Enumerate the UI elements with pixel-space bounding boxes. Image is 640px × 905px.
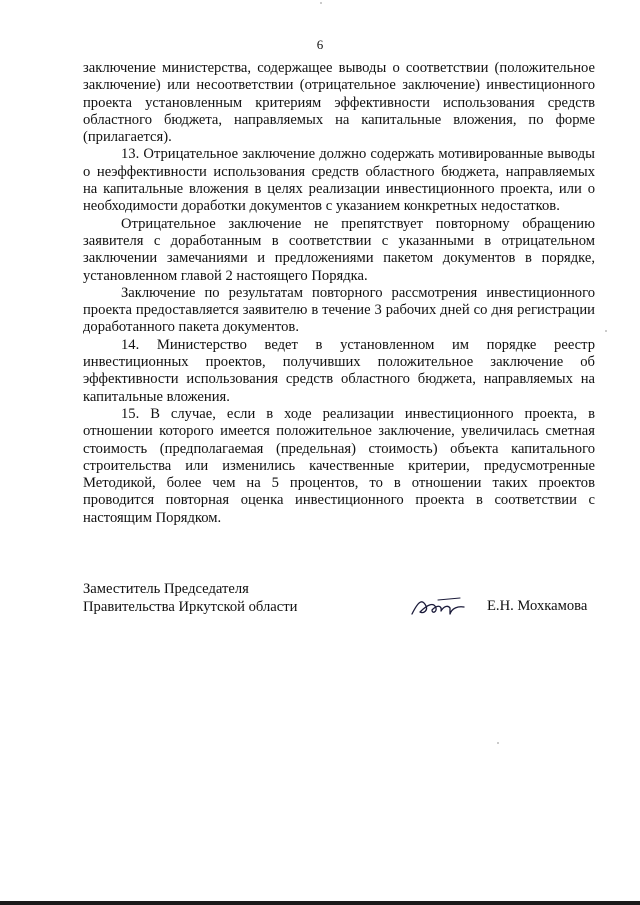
signatory-title-line-1: Заместитель Председателя bbox=[83, 581, 249, 597]
page-number: 6 bbox=[316, 37, 324, 52]
paragraph-continuation: заключение министерства, содержащее выводы о соответствии (положительное заключение) или несоответствии (отрицательное заключение) инвестиционного проекта установленным критериям эффективности использования средств областного бюджета, направляемых на капитальные вложения, по форме (прилагается). bbox=[83, 60, 595, 146]
scan-speck bbox=[320, 2, 322, 4]
paragraph-item-14: 14. Министерство ведет в установленном им порядке реестр инвестиционных проектов, получивших положительное заключение об эффективности использования средств областного бюджета, направляемых на капитальные вложения. bbox=[83, 336, 595, 405]
scan-speck bbox=[497, 742, 499, 744]
paragraph-item-13: 13. Отрицательное заключение должно содержать мотивированные выводы о неэффективности использования средств областного бюджета, направляемых на капитальные вложения в целях реализации инвестиционного проекта, или о необходимости доработки документов с указанием конкретных недостатков. bbox=[83, 146, 595, 215]
paragraph-negative-conclusion: Отрицательное заключение не препятствует повторному обращению заявителя с доработанным в соответствии с указанными в отрицательном заключении замечаниями и предложениями пакетом документов в порядке, установленном главой 2 настоящего Порядка. bbox=[83, 215, 595, 284]
scan-speck bbox=[605, 330, 607, 332]
handwritten-signature bbox=[408, 592, 468, 620]
paragraph-item-15: 15. В случае, если в ходе реализации инвестиционного проекта, в отношении которого имеется положительное заключение, увеличилась сметная стоимость (предполагаемая (предельная) стоимость) объекта капитального строительства или изменились качественные критерии, предусмотренные Методикой, более чем на 5 процентов, то в отношении таких проектов проводится повторная оценка инвестиционного проекта в соответствии с настоящим Порядком. bbox=[83, 405, 595, 526]
paragraph-repeated-review: Заключение по результатам повторного рассмотрения инвестиционного проекта предоставляется заявителю в течение 3 рабочих дней со дня регистрации доработанного пакета документов. bbox=[83, 284, 595, 336]
signatory-title-line-2: Правительства Иркутской области bbox=[83, 599, 298, 615]
signatory-title bbox=[83, 580, 297, 616]
signatory-name: Е.Н. Мохкамова bbox=[487, 598, 588, 614]
document-body bbox=[83, 60, 595, 527]
scan-bottom-edge bbox=[0, 901, 640, 905]
